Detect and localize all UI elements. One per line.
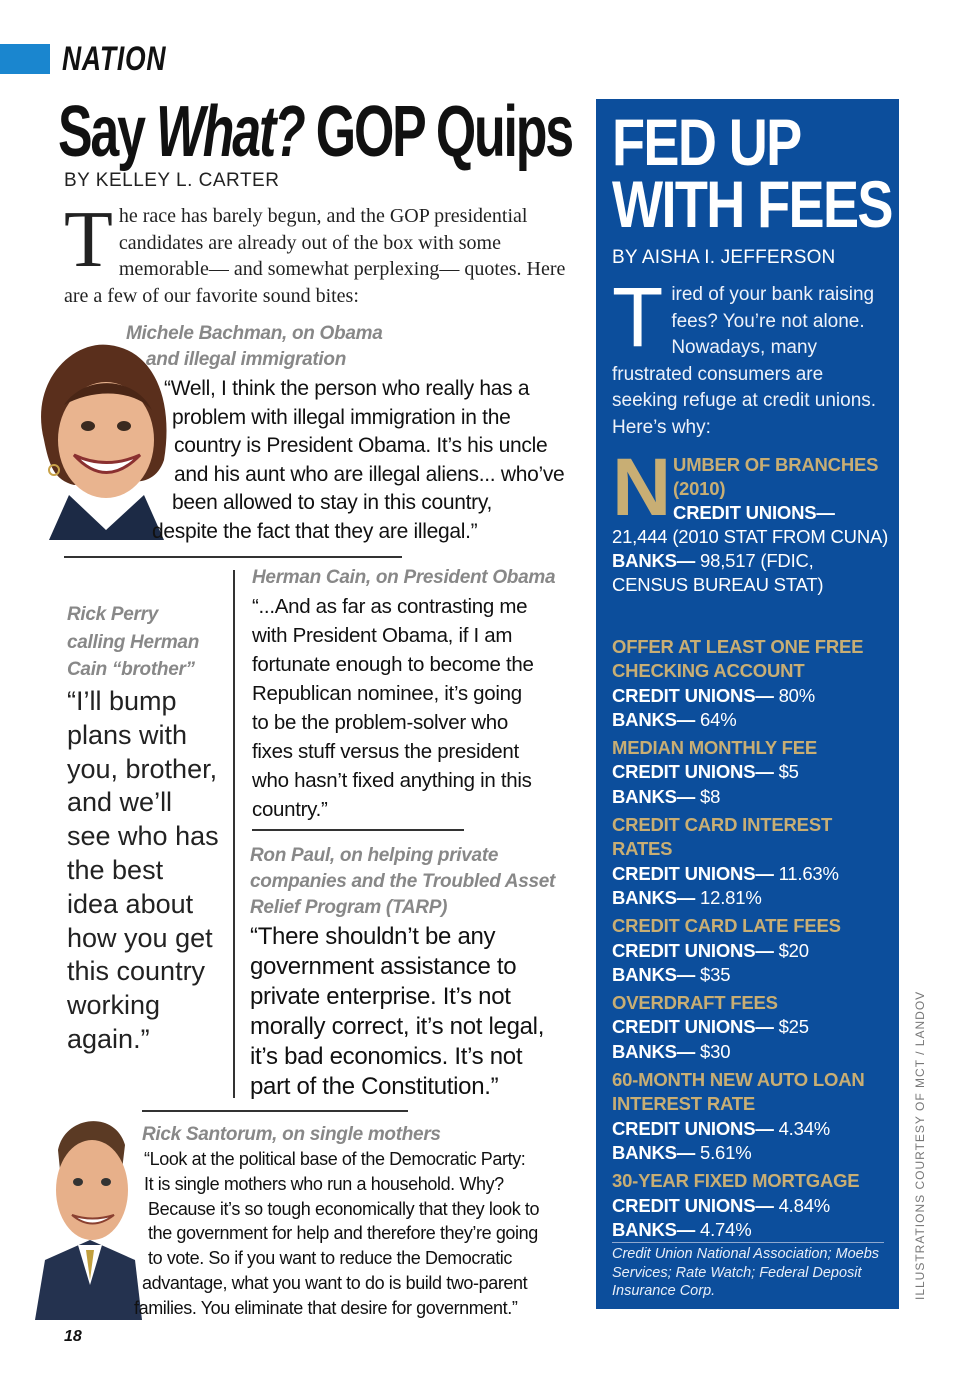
- stat-heading: CREDIT CARD INTEREST RATES: [612, 814, 833, 860]
- stat-banks: [612, 1218, 894, 1242]
- article-intro: [64, 196, 590, 309]
- stat-block: [612, 736, 894, 809]
- paul-quote-line: government assistance to: [250, 953, 517, 980]
- cain-quote-line: country.”: [252, 798, 328, 821]
- credit-unions-label: CREDIT UNIONS—: [612, 684, 774, 706]
- santorum-quote-line: Because it’s so tough economically that they look to: [148, 1198, 540, 1219]
- sidebar-dropcap: T: [612, 270, 664, 364]
- perry-quote-line: this country: [67, 956, 206, 987]
- banks-value: $8: [695, 785, 721, 807]
- divider-rule: [252, 829, 464, 831]
- stat-banks: [612, 785, 894, 809]
- bachmann-attr-line2: and illegal immigration: [146, 349, 347, 370]
- stat-credit-unions: [612, 1117, 894, 1141]
- stat-heading: UMBER OF BRANCHES (2010): [673, 454, 879, 499]
- credit-unions-value: 11.63%: [773, 862, 839, 884]
- banks-label: BANKS—: [612, 550, 696, 571]
- column-vertical-rule: [233, 570, 235, 1098]
- stat-credit-unions: [612, 1194, 894, 1218]
- cain-quote: [252, 592, 534, 824]
- fees-sidebar: [596, 99, 899, 1309]
- cain-quote-line: “...And as far as contrasting me: [252, 595, 528, 618]
- santorum-quote: [134, 1147, 540, 1321]
- santorum-quote-line: advantage, what you want to do is build two-parent: [142, 1272, 528, 1293]
- santorum-quote-line: It is single mothers who run a household. Why?: [144, 1173, 504, 1194]
- banks-label: BANKS—: [612, 886, 696, 908]
- bachmann-quote: [152, 375, 564, 546]
- sidebar-title-line2: WITH FEES: [612, 167, 892, 241]
- fee-stats: [612, 442, 894, 603]
- perry-quote-line: the best: [67, 854, 164, 885]
- credit-unions-value: 80%: [773, 684, 816, 706]
- section-label: NATION: [62, 40, 167, 78]
- headline-italic: What?: [156, 92, 304, 172]
- paul-attr-line: Ron Paul, on helping private: [250, 845, 499, 866]
- stat-block: [612, 1068, 894, 1165]
- perry-quote-line: “I’ll bump: [67, 686, 177, 716]
- santorum-quote-line: to vote. So if you want to reduce the Democratic: [148, 1248, 512, 1269]
- bachmann-quote-line: country is President Obama. It’s his uncle: [174, 434, 548, 457]
- bachmann-quote-line: and his aunt who are illegal aliens... who’ve: [174, 462, 565, 486]
- paul-quote-line: it’s bad economics. It’s not: [250, 1043, 523, 1070]
- stat-heading: OFFER AT LEAST ONE FREE CHECKING ACCOUNT: [612, 636, 864, 682]
- paul-quote: [250, 922, 544, 1102]
- stat-banks: [612, 963, 894, 987]
- stat-heading: 60-MONTH NEW AUTO LOAN INTEREST RATE: [612, 1069, 865, 1115]
- banks-value: $30: [695, 1040, 731, 1062]
- credit-unions-value: $5: [773, 761, 799, 783]
- credit-unions-label: CREDIT UNIONS—: [612, 939, 774, 961]
- banks-label: BANKS—: [612, 708, 696, 730]
- perry-attr-line: calling Herman: [67, 631, 200, 653]
- banks-label: BANKS—: [612, 963, 696, 985]
- bachmann-quote-line: been allowed to stay in this country,: [172, 491, 493, 514]
- intro-text: he race has barely begun, and the GOP presidential candidates are already out of the box with some memorable— and somewhat perplexing— quotes. Here are a few of our favorite sound bites:: [64, 205, 566, 307]
- stat-branches: [612, 442, 894, 597]
- stat-heading: MEDIAN MONTHLY FEE: [612, 737, 818, 759]
- perry-quote: [67, 685, 219, 1057]
- stat-credit-unions-value: 21,444 (2010 STAT FROM CUNA): [612, 526, 889, 547]
- banks-value: $35: [695, 963, 731, 985]
- perry-quote-line: idea about: [67, 888, 194, 919]
- stat-heading: OVERDRAFT FEES: [612, 992, 778, 1014]
- credit-unions-label: CREDIT UNIONS—: [612, 1194, 774, 1216]
- stat-heading: 30-YEAR FIXED MORTGAGE: [612, 1170, 860, 1192]
- sidebar-title: [612, 105, 892, 241]
- headline-part1: Say: [58, 92, 157, 172]
- paul-attr-line: Relief Program (TARP): [250, 897, 448, 918]
- banks-value: 5.61%: [695, 1141, 752, 1163]
- sidebar-byline: BY AISHA I. JEFFERSON: [612, 247, 836, 268]
- cain-quote-line: fixes stuff versus the president: [252, 740, 519, 763]
- stat-block: [612, 914, 894, 987]
- bachmann-quote-line: despite the fact that they are illegal.”: [152, 519, 478, 543]
- stat-banks: [612, 1141, 894, 1165]
- perry-attribution: [67, 601, 199, 684]
- stat-block: [612, 813, 894, 910]
- santorum-attribution: Rick Santorum, on single mothers: [142, 1124, 441, 1145]
- bachmann-quote-line: “Well, I think the person who really has a: [164, 377, 530, 400]
- cain-quote-line: who hasn’t fixed anything in this: [252, 769, 532, 792]
- banks-label: BANKS—: [612, 1141, 696, 1163]
- banks-value: 64%: [695, 708, 737, 730]
- fee-stat-list: [612, 635, 894, 1246]
- paul-attr-line: companies and the Troubled Asset: [250, 871, 556, 892]
- stat-credit-unions: [612, 684, 894, 708]
- perry-attr-line: Rick Perry: [67, 604, 159, 625]
- stat-block: [612, 991, 894, 1064]
- credit-unions-label: CREDIT UNIONS—: [612, 761, 774, 783]
- credit-unions-value: $20: [773, 939, 809, 961]
- divider-rule: [64, 556, 402, 558]
- cain-attribution: Herman Cain, on President Obama: [252, 567, 556, 588]
- perry-quote-line: plans with: [67, 719, 188, 750]
- cain-quote-line: fortunate enough to become the: [252, 653, 534, 676]
- stat-banks: [612, 886, 894, 910]
- headline: [58, 92, 572, 172]
- santorum-caricature: [30, 1110, 142, 1320]
- credit-unions-value: 4.84%: [773, 1194, 831, 1216]
- headline-part2: GOP Quips: [303, 92, 572, 172]
- bachmann-quote-line: problem with illegal immigration in the: [172, 405, 511, 429]
- banks-label: BANKS—: [612, 1040, 696, 1062]
- banks-value: 12.81%: [695, 886, 762, 908]
- cain-quote-line: to be the problem-solver who: [252, 711, 508, 734]
- divider-rule: [142, 1110, 408, 1112]
- paul-attribution: [250, 843, 555, 921]
- perry-attr-line: Cain “brother”: [67, 659, 195, 680]
- cain-quote-line: with President Obama, if I am: [252, 624, 513, 647]
- stat-banks: [612, 1040, 894, 1064]
- intro-dropcap: T: [64, 196, 113, 284]
- article-byline: BY KELLEY L. CARTER: [64, 170, 280, 191]
- paul-quote-line: “There shouldn’t be any: [250, 923, 496, 950]
- paul-quote-line: morally correct, it’s not legal,: [250, 1013, 545, 1040]
- branches-dropcap: N: [612, 442, 672, 533]
- banks-value: 4.74%: [695, 1218, 752, 1240]
- banks-label: BANKS—: [612, 785, 696, 807]
- page-number: 18: [64, 1328, 82, 1345]
- stat-banks: [612, 708, 894, 732]
- credit-unions-label: CREDIT UNIONS—: [612, 1117, 774, 1139]
- paul-quote-line: private enterprise. It’s not: [250, 983, 511, 1010]
- stat-heading: CREDIT CARD LATE FEES: [612, 915, 841, 937]
- perry-quote-line: again.”: [67, 1023, 150, 1054]
- bachmann-attr-line1: Michele Bachman, on Obama: [126, 323, 383, 344]
- bachmann-attribution: [126, 321, 382, 373]
- stat-credit-unions: [612, 760, 894, 784]
- credit-unions-label: CREDIT UNIONS—: [612, 862, 774, 884]
- source-rule: [612, 1242, 884, 1243]
- stat-credit-unions: [612, 1015, 894, 1039]
- santorum-quote-line: families. You eliminate that desire for government.”: [134, 1297, 518, 1318]
- perry-quote-line: and we’ll: [67, 787, 173, 818]
- sidebar-title-line1: FED UP: [612, 105, 801, 179]
- paul-quote-line: part of the Constitution.”: [250, 1073, 499, 1100]
- sidebar-intro: [612, 270, 892, 441]
- stat-block: [612, 1169, 894, 1242]
- section-color-tab: [0, 44, 50, 74]
- stat-credit-unions: [612, 939, 894, 963]
- perry-quote-line: you, brother,: [67, 753, 218, 784]
- cain-quote-line: Republican nominee, it’s going: [252, 682, 522, 705]
- perry-quote-line: working: [67, 990, 161, 1021]
- santorum-quote-line: the government for help and therefore they’re going: [148, 1223, 538, 1244]
- stat-block: [612, 635, 894, 732]
- stat-credit-unions: [612, 862, 894, 886]
- banks-value: 98,517 (FDIC, CENSUS BUREAU STAT): [612, 550, 824, 595]
- sidebar-source: Credit Union National Association; Moebs Services; Rate Watch; Federal Deposit Insurance Corp.: [612, 1246, 880, 1299]
- sidebar-intro-text: ired of your bank raising fees? You’re not alone. Nowadays, many frustrated consumers are seeking refuge at credit unions. Here’s why:: [612, 284, 877, 438]
- credit-unions-value: 4.34%: [773, 1117, 831, 1139]
- perry-quote-line: how you get: [67, 922, 213, 953]
- stat-banks: [612, 549, 894, 597]
- santorum-quote-line: “Look at the political base of the Democratic Party:: [144, 1149, 526, 1169]
- illustration-credit: ILLUSTRATIONS COURTESY OF MCT / LANDOV: [913, 990, 927, 1300]
- credit-unions-label: CREDIT UNIONS—: [612, 1016, 774, 1038]
- banks-label: BANKS—: [612, 1218, 696, 1240]
- perry-quote-line: see who has: [67, 821, 219, 852]
- credit-unions-value: $25: [773, 1016, 809, 1038]
- credit-unions-label: CREDIT UNIONS—: [673, 502, 835, 523]
